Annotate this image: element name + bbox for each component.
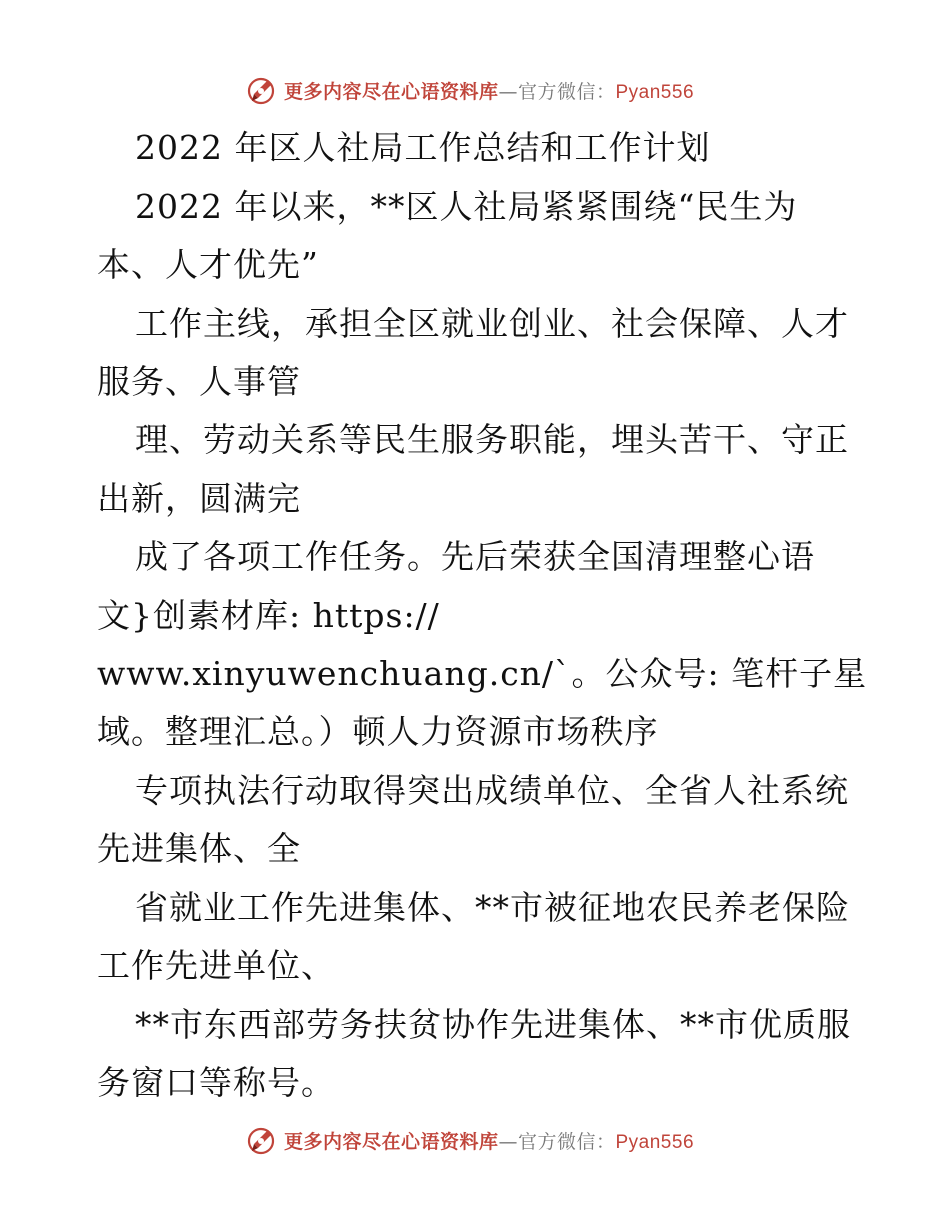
paragraph-line: **市东西部劳务扶贫协作先进集体、**市优质服 [135, 1005, 851, 1044]
paragraph-line: 务窗口等称号。 [97, 1063, 335, 1102]
footer-watermark-text: 更多内容尽在心语资料库—官方微信：Pyan556 [283, 1130, 695, 1153]
paragraph-line: 本、人才优先” [97, 245, 319, 284]
paragraph-line: 文}创素材库: https:// [97, 596, 440, 635]
header-watermark-text: 更多内容尽在心语资料库—官方微信：Pyan556 [283, 80, 695, 103]
paragraph-line: 服务、人事管 [97, 362, 301, 401]
paragraph-line: 出新，圆满完 [97, 479, 301, 518]
pen-logo-icon [246, 1124, 278, 1156]
paragraph-line: 省就业工作先进集体、**市被征地农民养老保险 [135, 888, 850, 927]
paragraph-line: 工作先进单位、 [97, 946, 335, 985]
paragraph-line: 专项执法行动取得突出成绩单位、全省人社系统 [135, 771, 849, 810]
footer-banner [0, 1120, 950, 1160]
paragraph-line: 先进集体、全 [97, 829, 301, 868]
paragraph-line: 成了各项工作任务。先后荣获全国清理整心语 [135, 537, 815, 576]
paragraph-line: 理、劳动关系等民生服务职能，埋头苦干、守正 [135, 420, 849, 459]
paragraph-line: 域。整理汇总。）顿人力资源市场秩序 [97, 712, 659, 751]
paragraph-line: www.xinyuwenchuang.cn/`。公众号: 笔杆子星 [97, 654, 868, 693]
document-title: 2022 年区人社局工作总结和工作计划 [135, 128, 711, 167]
paragraph-line: 工作主线，承担全区就业创业、社会保障、人才 [135, 304, 849, 343]
paragraph-line: 2022 年以来，**区人社局紧紧围绕“民生为 [135, 187, 798, 226]
